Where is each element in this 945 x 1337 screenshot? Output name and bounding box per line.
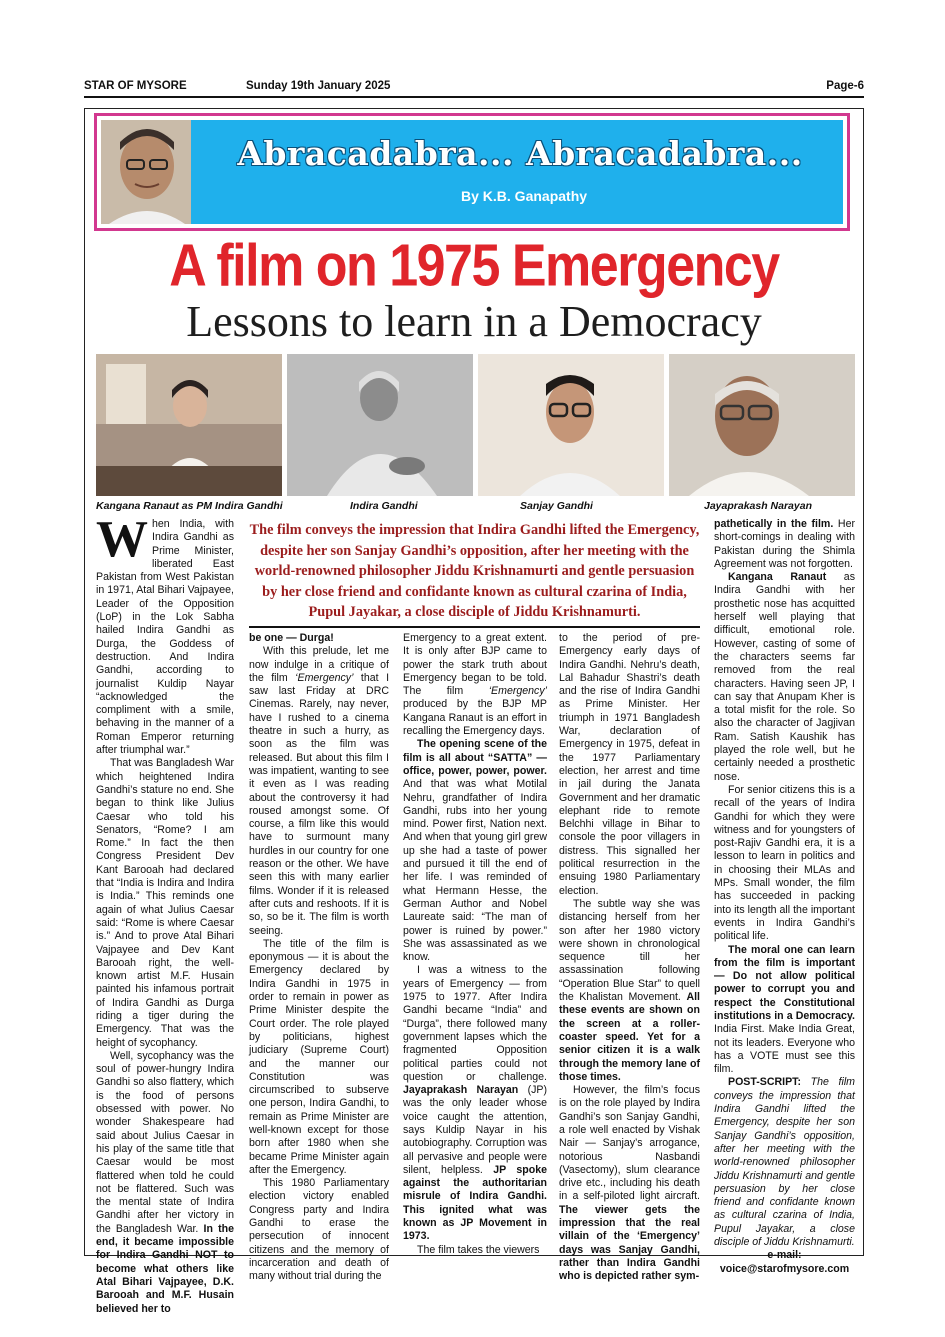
photo-sanjay-gandhi-image (478, 354, 664, 496)
paragraph: The film takes the viewers (417, 1243, 540, 1256)
paragraph: The subtle way she was distancing herself from her son after her 1980 victory were shown in chronological sequence till her assassination following “Operation Blue Star” to quell the Khalistan Movement. All these events are shown on the screen at a roller-coaster speed. Yet for a senior citizen it is a walk through the memory lane of those times. (559, 897, 700, 1083)
photo-indira-gandhi (287, 354, 473, 496)
paragraph: With this prelude, let me now indulge in a critique of the film ‘Emergency’ that I saw last Friday at DRC Cinemas. Rarely, nay never, have I rushed to a cinema theatre in such a hurry, as soon as the film was released. But about this film I was impatient, wanting to see it even as I was reading about the controversy it had roused amongst some. Of course, a film like this would have to surmount many hurdles in our country for one reason or the other. We have seen this with many earlier films. Wonder if it is released after cuts and reshoots. If it is so, so be it. The film is worth seeing. (249, 645, 390, 937)
article-column-2 (249, 632, 389, 1284)
article-column-5 (714, 518, 855, 1276)
photo-caption: Kangana Ranaut as PM Indira Gandhi (96, 500, 283, 512)
byline: By K.B. Ganapathy (461, 188, 588, 204)
paragraph: When India, with Indira Gandhi as Prime Minister, liberated East Pakistan from West Pakistan in 1971, Atal Bihari Vajpayee, Leader of the Opposition (LoP) in the Lok Sabha hailed Indira Gandhi as Durga, the Goddess of destruction. And Indira Gandhi, according to journalist Kuldip Nayar “acknowledged the compliment with a smile, behaving in the manner of a Roman Emperor returning after triumphal war.” (96, 511, 234, 757)
paragraph: The moral one can learn from the film is important — Do not allow political power to corrupt you and respect the Constitutional institutions in a Democracy. India First. Make India Great, not its leaders. Everyone who has a VOTE must see this film. (714, 943, 855, 1076)
paragraph: The opening scene of the film is all about “SATTA” — office, power, power, power. And that was what Motilal Nehru, grandfather of Indira Gandhi, rubs into her young mind. Power first, Nation next. And when that young girl grew up she had a taste of power and pursued it till the end of her life. I was reminded of what Hermann Hesse, the German Author and Nobel Laureate said: “The man of power is ruined by power.” She was assassinated as we know. (403, 738, 547, 964)
paragraph: This 1980 Parliamentary election victory enabled Congress party and Indira Gandhi to erase the persecution of innocent citizens and the memory of incarceration and death of many without trial during the (249, 1177, 389, 1283)
paragraph: Kangana Ranaut as Indira Gandhi with her prosthetic nose has acquitted herself well playing that difficult, emotional role. However, casting of some of the characters seems far removed from the real characters. Having seen JP, I can say that Anupam Kher is a total misfit for the role. So also the character of Jagjivan Ram. Satish Kaushik has played the role well, but he certainly needed a prosthetic nose. (714, 571, 855, 783)
running-header (84, 80, 864, 94)
column-title: Abracadabra... Abracadabra... (237, 134, 803, 173)
pull-quote: The film conveys the impression that Indira Gandhi lifted the Emergency, despite her son Sanjay Gandhi’s opposition, after her meeting with the world-renowned philosopher Jiddu Krishnamurti and gentle persuasion by her close friend and confidante known as cultural czarina of India, Pupul Jayakar, a close disciple of Jiddu Krishnamurti. (249, 522, 700, 621)
paragraph: For senior citizens this is a recall of the years of Indira Gandhi for which they were witness and for youngsters of post-Rajiv Gandhi era, it is a lesson to learn in politics and in choosing their MLAs and MPs. Small wonder, the film has succeeded in packing into its length all the important events in Indira Gandhi’s political life. (714, 783, 855, 943)
paragraph: The title of the film is eponymous — it is about the Emergency declared by Indira Gandhi in 1975 in order to remain in power as Prime Minister despite the Court order. The role played by politicians, highest judiciary (Supreme Court) and the manner our Constitution was circumscribed to subserve one person, Indira Gandhi, to remain as Prime Minister are well-known except for those born after 1980 when she became Prime Minister again after the Emergency. (249, 937, 389, 1176)
column-banner (94, 113, 850, 231)
photo-caption: Indira Gandhi (350, 500, 418, 512)
paragraph: Emergency to a great extent. It is only after BJP came to power the stark truth about Emergency began to be told. The film ‘Emergency’ produced by the BJP MP Kangana Ranaut is an effort in recalling the Emergency days. (403, 632, 547, 738)
page-number: Page-6 (826, 80, 864, 92)
headline: A film on 1975 Emergency (169, 232, 779, 300)
paragraph: Well, sycophancy was the soul of power-hungry Indira Gandhi so also flattery, which is the food of persons obsessed with power. No wonder Shakespeare had said about Julius Caesar in his play of the same title that Caesar would be most flattered when told he could not be flattered. Such was the mental state of Indira Gandhi after her victory in the Bangladesh War. In the end, it became impossible for Indira Gandhi NOT to become what others like Atal Bihari Vajpayee, D.K. Barooah and M.F. Husain believed her to (96, 1049, 234, 1315)
author-email: voice@starofmysore.com (719, 1262, 850, 1275)
subheadline: Lessons to learn in a Democracy (186, 297, 762, 346)
photo-kangana-ranaut-image (96, 354, 282, 496)
paragraph: That was Bangladesh War which heightened Indira Gandhi’s stature no end. She began to think like Julius Caesar who told his Senators, “Rome? I am Rome.” In fact the then Congress President Dev Kant Barooah had declared that “India is Indira and Indira is India.” This reminds one again of what Julius Caesar said: “Rome is where Caesar is.” And to prove Atal Bihari Vajpayee and Dev Kant Barooah right, the well-known artist M.F. Husain painted his infamous portrait of Indira Gandhi as Durga riding a tiger during the Emergency. That was the height of sycophancy. (96, 757, 234, 1049)
photo-caption: Sanjay Gandhi (520, 500, 593, 512)
photo-kangana-ranaut (96, 354, 282, 496)
article-column-1 (96, 511, 234, 1316)
photo-jayaprakash-narayan-image (669, 354, 855, 496)
author-portrait (101, 120, 191, 224)
paragraph: I was a witness to the years of Emergency — from 1975 to 1977. After Indira Gandhi became “India” and “Durga”, there followed many government lapses which the fragmented Opposition political parties could not question or challenge. Jayaprakash Narayan (JP) was the only leader whose voice caught the attention, says Kuldip Nayar in his autobiography. Corruption was all pervasive and people were silent, helpless. JP spoke against the authoritarian misrule of Indira Gandhi. This ignited what was known as JP Movement in 1973. (403, 964, 548, 1243)
photo-indira-gandhi-image (287, 354, 473, 496)
pull-quote-rule (249, 626, 700, 628)
publication-name: STAR OF MYSORE (84, 80, 187, 92)
post-script: POST-SCRIPT: The film conveys the impression that Indira Gandhi lifted the Emergency, despite her son Sanjay Gandhi’s opposition, after her meeting with the world-renowned philosopher Jiddu Krishnamurti and gentle persuasion by her close friend and confidante known as cultural czarina of India, Pupul Jayakar, a close disciple of Jiddu Krishnamurti. (714, 1076, 855, 1249)
drop-cap: W (96, 511, 148, 568)
paragraph: be one — Durga! (249, 632, 334, 644)
paragraph: pathetically in the film. Her short-comings in dealing with Pakistan during the Shimla Agreement was not forgotten. (714, 518, 856, 570)
photo-jayaprakash-narayan (669, 354, 855, 496)
paragraph: to the period of pre-Emergency early days of Indira Gandhi. Nehru’s death, Lal Bahadur Shastri’s death and the rise of Indira Gandhi as Prime Minister. Her triumph in 1971 Bangladesh War, declaration of Emergency in 1975, defeat in the 1977 Parliamentary election, her arrest and time in jail during the Janata Government and her dramatic elephant ride to remote Belchhi village in Bihar to console the poor villagers in distress. This signalled her political resurrection in the ensuing 1980 Parliamentary election. (559, 632, 700, 897)
photo-caption: Jayaprakash Narayan (704, 500, 812, 512)
banner-background (101, 120, 843, 224)
paragraph: However, the film’s focus is on the role played by Indira Gandhi’s son Sanjay Gandhi, a role well enacted by Vishak Nair — Sanjay’s arrogance, notorious Nasbandi (Vasectomy), slum clearance drive etc., including his death in a self-piloted light aircraft. The viewer gets the impression that the real villain of the ‘Emergency’ days was Sanjay Gandhi, rather than Indira Gandhi who is depicted rather sym- (559, 1084, 700, 1283)
issue-date: Sunday 19th January 2025 (246, 80, 391, 92)
photo-sanjay-gandhi (478, 354, 664, 496)
email-label: e-mail: (767, 1249, 802, 1262)
article-column-3 (403, 632, 547, 1257)
author-portrait-image (101, 120, 191, 224)
article-column-4 (559, 632, 700, 1284)
header-rule (84, 96, 864, 98)
